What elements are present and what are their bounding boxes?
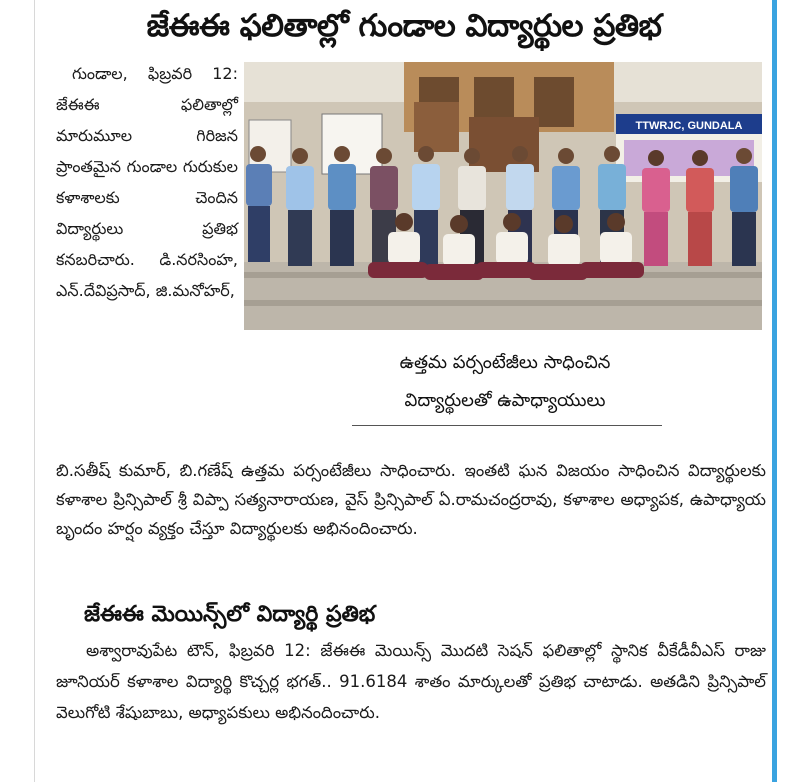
story1-column-text bbox=[56, 58, 238, 306]
banner-text: TTWRJC, GUNDALA bbox=[635, 120, 743, 132]
door bbox=[414, 102, 459, 152]
story2-subheadline: జేఈఈ మెయిన్స్‌లో విద్యార్థి ప్రతిభ bbox=[84, 602, 376, 627]
accent-bar-right bbox=[772, 0, 777, 782]
photo-caption bbox=[345, 344, 665, 420]
caption-line-1: ఉత్తమ పర్సంటేజీలు సాధించిన bbox=[399, 352, 611, 373]
story2-paragraph: అశ్వారావుపేట టౌన్, ఫిబ్రవరి 12: జేఈఈ మెయిన్స్ మొదటి సెషన్ ఫలితాల్లో స్థానిక వీకేడీవీఎస్ రాజు జూనియర్ కళాశాల విద్యార్థి కొచ్చర్ల భగత్.. 91.6184 శాతం మార్కులతో ప్రతిభ చాటాడు. అతడిని ప్రిన్సిపాల్ వెలుగోటి శేషుబాబు, అధ్యాపకులు అభినందించారు. bbox=[56, 641, 766, 722]
entrance bbox=[469, 117, 539, 172]
headline: జేఈఈ ఫలితాల్లో గుండాల విద్యార్థుల ప్రతిభ bbox=[146, 8, 662, 44]
news-photo bbox=[244, 62, 762, 330]
column-divider-left bbox=[34, 0, 35, 782]
step-edge bbox=[244, 300, 762, 306]
window bbox=[534, 77, 574, 127]
story2-body bbox=[56, 635, 766, 728]
story1-column-paragraph: గుండాల, ఫిబ్రవరి 12: జేఈఈ ఫలితాల్లో మారుమూల గిరిజన ప్రాంతమైన గుండాల గురుకుల కళాశాలకు చెందిన విద్యార్థులు ప్రతిభ కనబరిచారు. డి.నరసింహ, ఎన్.దేవిప్రసాద్, జి.మనోహర్, bbox=[56, 64, 238, 300]
photo-illustration bbox=[244, 62, 762, 330]
caption-line-2: విద్యార్థులతో ఉపాధ్యాయులు bbox=[404, 390, 606, 411]
story1-full-paragraph: బి.సతీష్ కుమార్, బి.గణేష్ ఉత్తమ పర్సంటేజీలు సాధించారు. ఇంతటి ఘన విజయం సాధించిన విద్యార్థులకు కళాశాల ప్రిన్సిపాల్ శ్రీ విప్పా సత్యనారాయణ, వైస్ ప్రిన్సిపాల్ ఏ.రామచంద్రరావు, కళాశాల అధ్యాపక, ఉపాధ్యాయ బృందం హర్షం వ్యక్తం చేస్తూ విద్యార్థులకు అభినందించారు. bbox=[56, 461, 766, 538]
staff-member bbox=[328, 146, 356, 266]
caption-divider bbox=[352, 425, 662, 426]
story1-body bbox=[56, 456, 766, 543]
